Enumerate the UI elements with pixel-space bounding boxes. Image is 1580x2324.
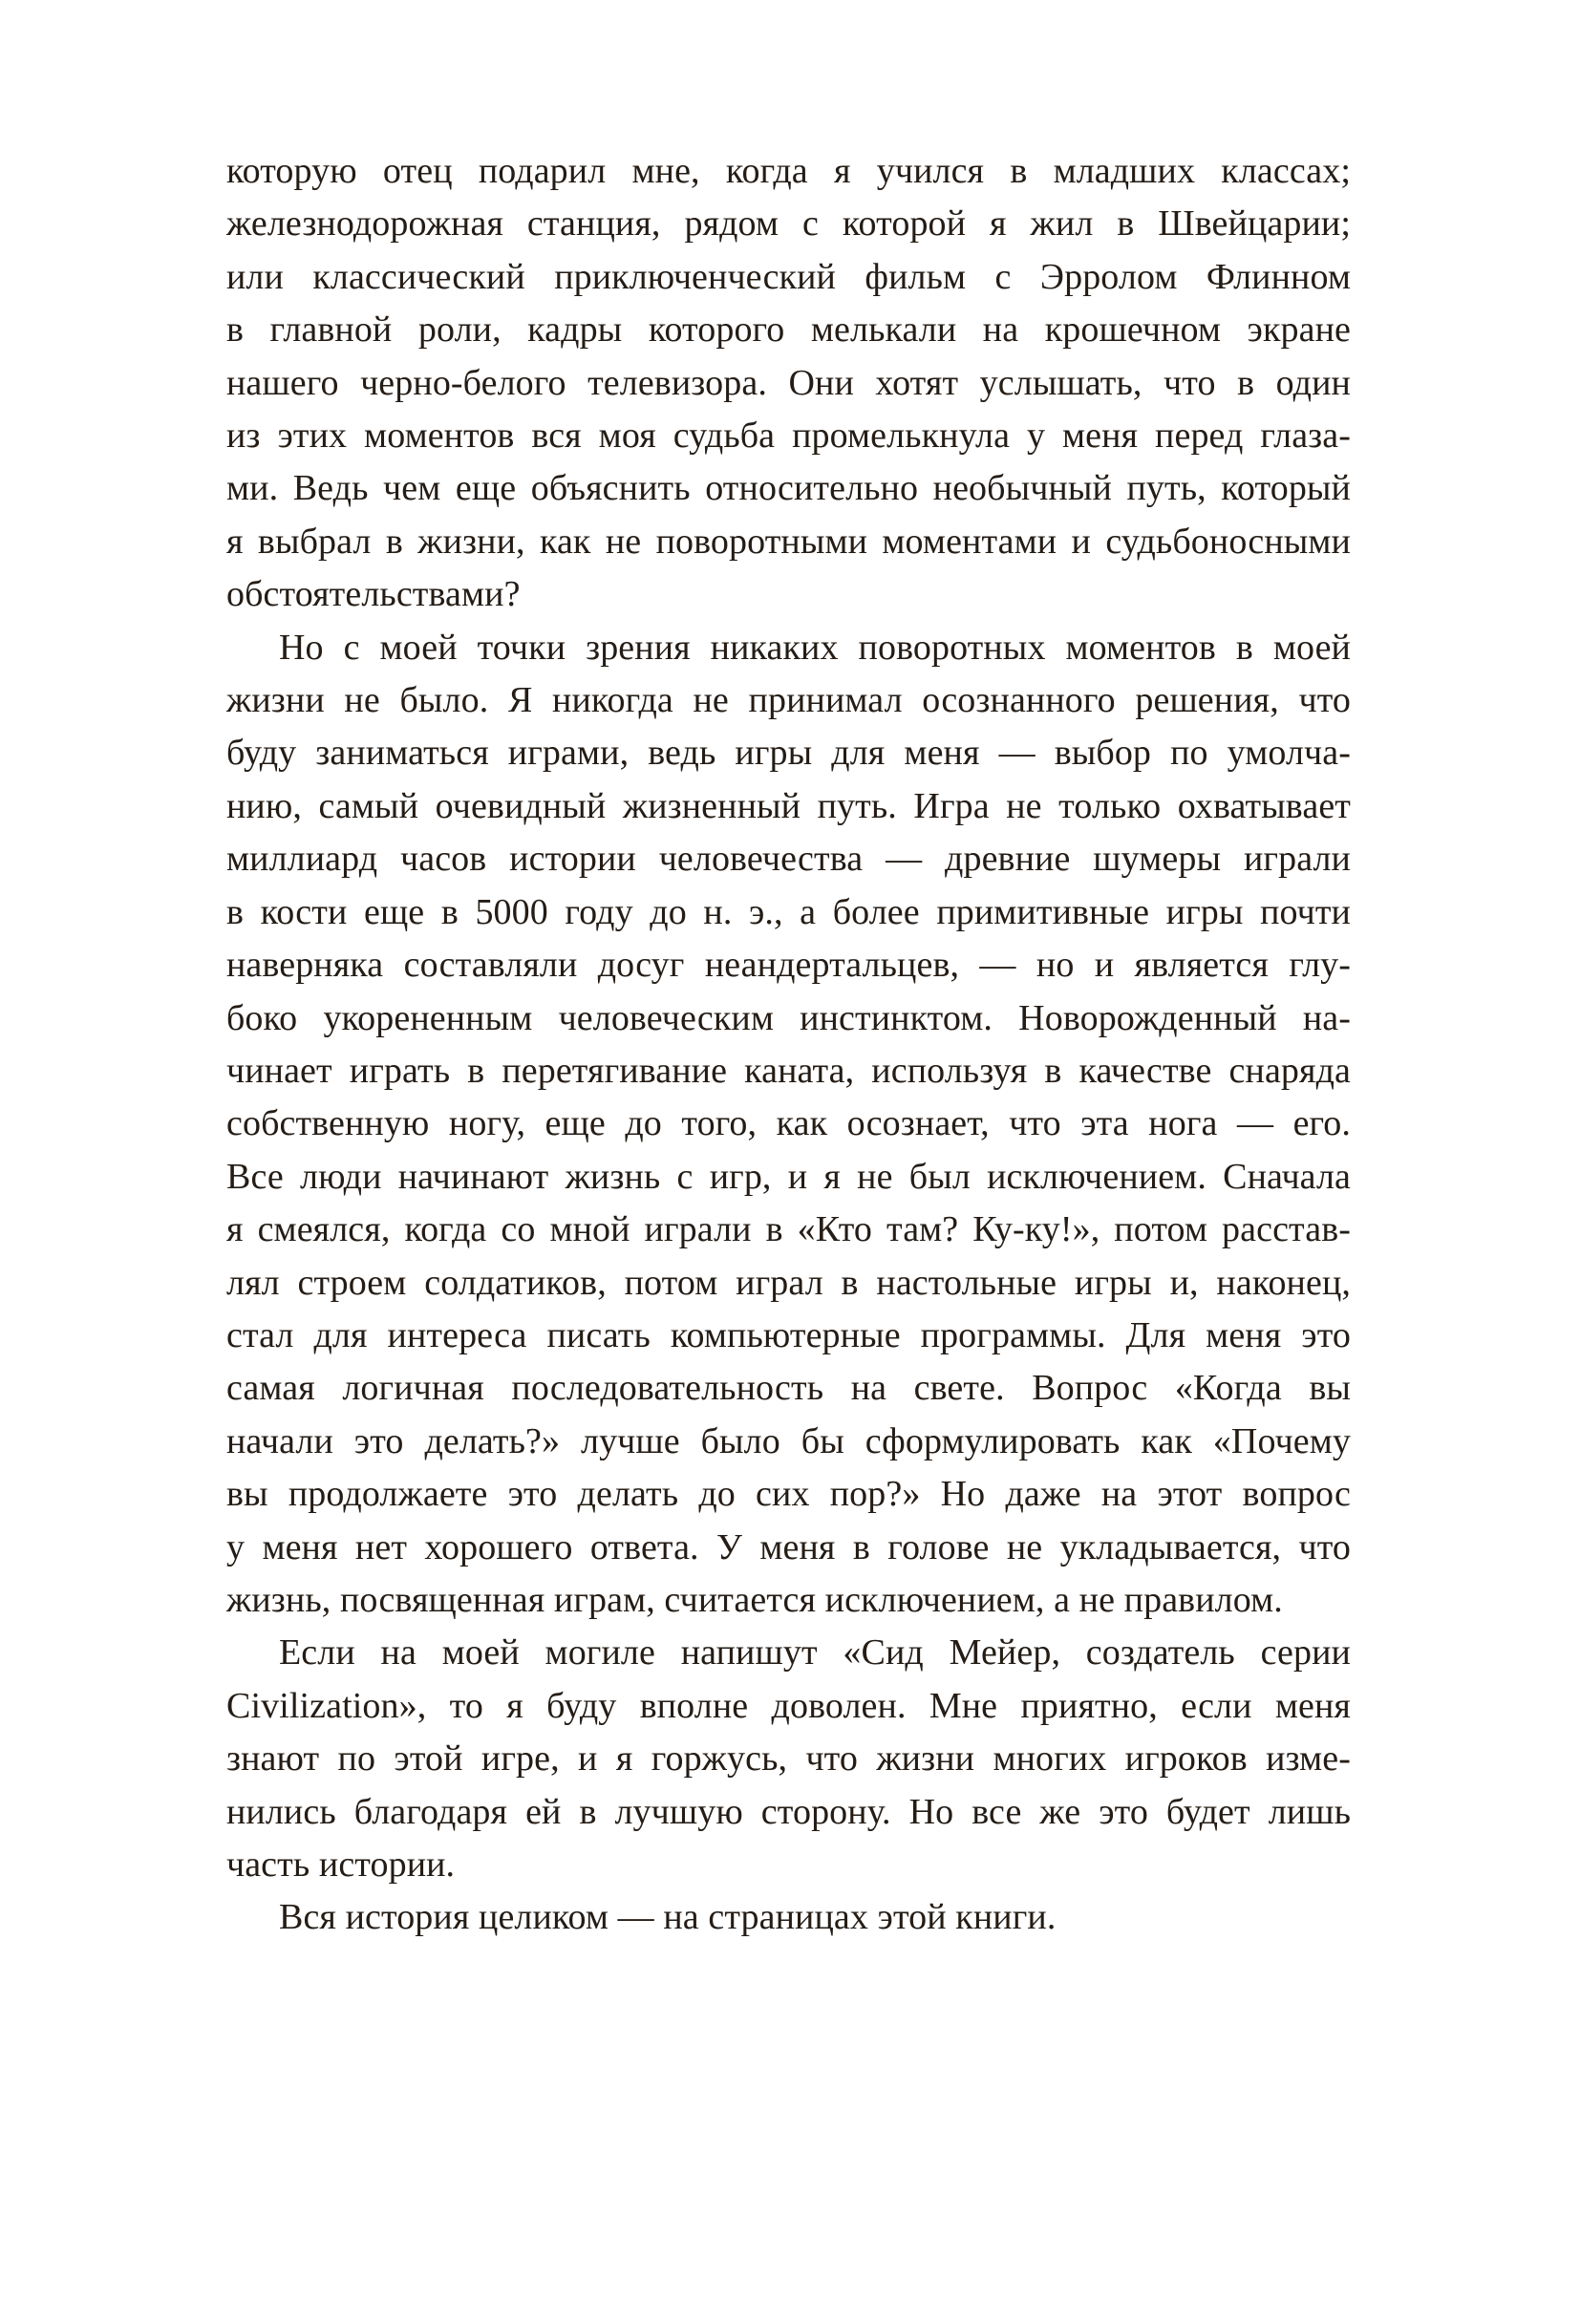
- text-line: или классический приключенческий фильм с Эрролом Флинном: [226, 256, 1351, 297]
- text-line: собственную ногу, еще до того, как осознает, что эта нога — его.: [226, 1103, 1351, 1144]
- text-line: железнодорожная станция, рядом с которой я жил в Швейцарии;: [226, 203, 1351, 245]
- text-line: я выбрал в жизни, как не поворотными моментами и судьбоносными: [226, 521, 1351, 562]
- paragraph: [226, 1891, 1351, 1944]
- text-line: чинает играть в перетягивание каната, используя в качестве снаряда: [226, 1050, 1351, 1091]
- text-line: из этих моментов вся моя судьба промелькнула у меня перед глаза-: [226, 416, 1351, 457]
- text-line: стал для интереса писать компьютерные программы. Для меня это: [226, 1314, 1351, 1355]
- text-line: Если на моей могиле напишут «Сид Мейер, создатель серии: [279, 1632, 1351, 1674]
- text-line: Вся история целиком — на страницах этой книги.: [279, 1897, 1057, 1938]
- text-line: самая логичная последовательность на свете. Вопрос «Когда вы: [226, 1368, 1351, 1409]
- text-line: обстоятельствами?: [226, 574, 521, 615]
- text-line: лял строем солдатиков, потом играл в настольные игры и, наконец,: [226, 1262, 1351, 1303]
- text-line: жизни не было. Я никогда не принимал осознанного решения, что: [226, 680, 1351, 721]
- text-line: нились благодаря ей в лучшую сторону. Но все же это будет лишь: [226, 1791, 1351, 1832]
- text-line: жизнь, посвященная играм, считается исключением, а не правилом.: [226, 1579, 1283, 1620]
- text-line: Но с моей точки зрения никаких поворотных моментов в моей: [279, 627, 1351, 668]
- text-line: у меня нет хорошего ответа. У меня в голове не укладывается, что: [226, 1526, 1351, 1567]
- text-line: Civilization», то я буду вполне доволен. Мне приятно, если меня: [226, 1685, 1351, 1726]
- paragraph: [226, 145, 1351, 622]
- text-line: боко укорененным человеческим инстинктом. Новорожденный на-: [226, 997, 1351, 1038]
- paragraph: [226, 622, 1351, 1628]
- text-line: нашего черно-белого телевизора. Они хотят услышать, что в один: [226, 362, 1351, 403]
- text-line: нию, самый очевидный жизненный путь. Игра не только охватывает: [226, 785, 1351, 826]
- text-line: Все люди начинают жизнь с игр, и я не был исключением. Сначала: [226, 1156, 1351, 1197]
- text-line: в кости еще в 5000 году до н. э., а более примитивные игры почти: [226, 891, 1351, 932]
- text-line: вы продолжаете это делать до сих пор?» Но даже на этот вопрос: [226, 1474, 1351, 1515]
- text-line: я смеялся, когда со мной играли в «Кто там? Ку-ку!», потом расстав-: [226, 1209, 1351, 1250]
- text-line: знают по этой игре, и я горжусь, что жизни многих игроков изме-: [226, 1738, 1351, 1780]
- text-line: начали это делать?» лучше было бы сформулировать как «Почему: [226, 1420, 1351, 1461]
- text-line: ми. Ведь чем еще объяснить относительно необычный путь, который: [226, 468, 1351, 509]
- text-line: наверняка составляли досуг неандертальцев, — но и является глу-: [226, 945, 1351, 986]
- text-line: миллиард часов истории человечества — древние шумеры играли: [226, 839, 1351, 880]
- text-line: часть истории.: [226, 1844, 456, 1885]
- text-line: буду заниматься играми, ведь игры для меня — выбор по умолча-: [226, 733, 1351, 774]
- paragraph: [226, 1627, 1351, 1891]
- page-text-block: [226, 145, 1351, 1945]
- text-line: в главной роли, кадры которого мелькали на крошечном экране: [226, 309, 1351, 351]
- text-line: которую отец подарил мне, когда я учился в младших классах;: [226, 151, 1351, 191]
